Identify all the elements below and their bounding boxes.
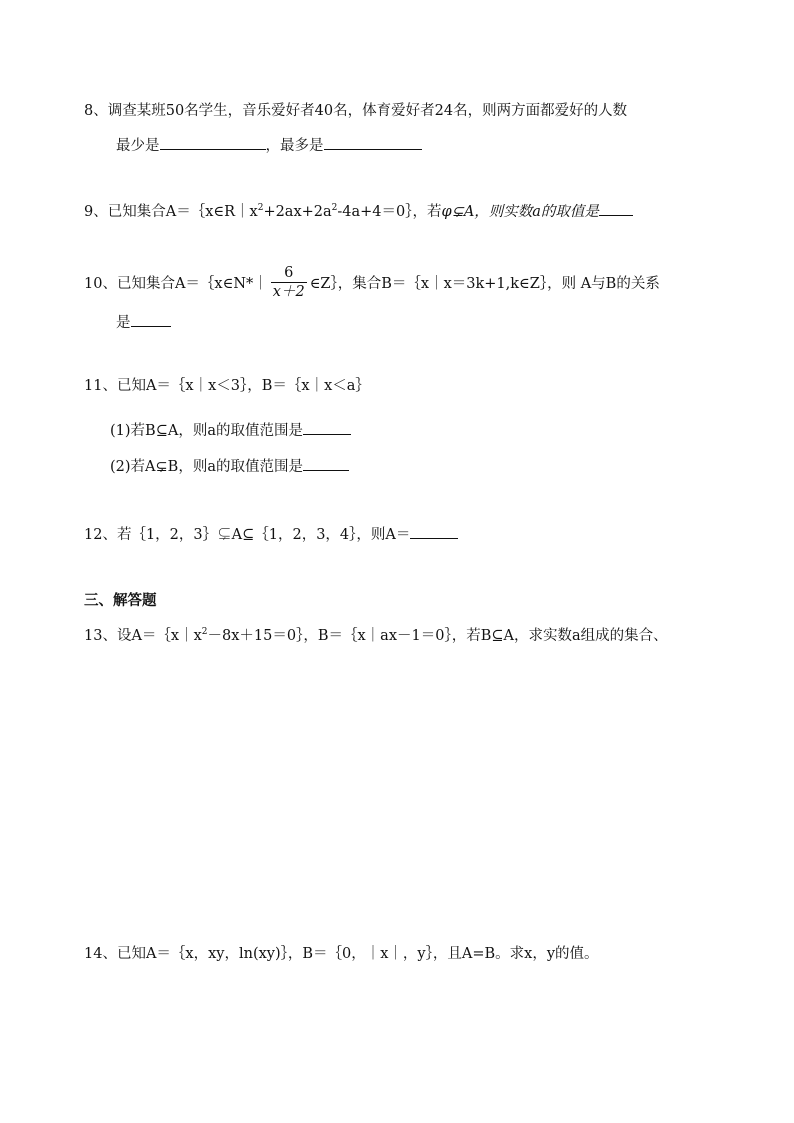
question-10-fraction xyxy=(271,264,307,301)
question-9-text-d: φ⊊A，则实数a的取值是 xyxy=(441,204,599,220)
question-8-line-1 xyxy=(84,101,627,121)
question-12-blank[interactable] xyxy=(410,523,458,539)
question-8-max-label: ，最多是 xyxy=(265,138,324,154)
question-11-part-2-blank[interactable] xyxy=(303,455,349,471)
question-14 xyxy=(84,944,599,964)
question-9-exponent-2: 2 xyxy=(331,203,338,213)
question-9 xyxy=(84,200,633,222)
question-11-part-1-blank[interactable] xyxy=(303,419,351,435)
section-3-heading xyxy=(84,591,157,611)
fraction-numerator: 6 xyxy=(284,264,294,281)
question-11-part-2-text: (2)若A⊊B，则a的取值范围是 xyxy=(110,459,303,475)
question-14-text: 14、已知A＝｛x，xy，ln(xy)｝，B＝｛0，｜x｜，y｝，且A=B。求x，y的值。 xyxy=(84,946,599,962)
question-10-line-1 xyxy=(84,264,660,304)
question-12 xyxy=(84,523,458,545)
question-11-part-2 xyxy=(110,455,349,477)
question-11-part-1-text: (1)若B⊆A，则a的取值范围是 xyxy=(110,423,303,439)
question-9-exponent-1: 2 xyxy=(257,203,264,213)
question-8-max-blank[interactable] xyxy=(324,134,422,150)
question-9-text-b: +2ax+2a xyxy=(263,204,332,220)
question-13-text-a: 13、设A＝｛x｜x xyxy=(84,628,202,644)
question-12-text: 12、若｛1，2，3｝⊊A⊆｛1，2，3，4｝，则A＝ xyxy=(84,527,411,543)
question-10-line-2-text: 是 xyxy=(116,315,131,331)
question-10-text-b: ∈Z｝，集合B＝｛x｜x＝3k+1,k∈Z｝，则 A与B的关系 xyxy=(309,276,660,292)
question-11-stem-text: 11、已知A＝｛x｜x＜3｝，B＝｛x｜x＜a｝ xyxy=(84,378,370,394)
question-13-exponent: 2 xyxy=(201,627,208,637)
question-9-text-c: -4a+4＝0｝，若 xyxy=(337,204,442,220)
question-10-blank[interactable] xyxy=(131,311,171,327)
fraction-denominator: x＋2 xyxy=(272,283,305,300)
question-11-stem xyxy=(84,376,370,396)
question-9-text-a: 9、已知集合A＝｛x∈R｜x xyxy=(84,204,258,220)
section-3-heading-text: 三、解答题 xyxy=(84,592,157,609)
question-11-part-1 xyxy=(110,419,351,441)
question-13-text-b: －8x＋15＝0｝，B＝｛x｜ax－1＝0｝，若B⊆A，求实数a组成的集合、 xyxy=(207,628,668,644)
question-8-min-blank[interactable] xyxy=(160,134,266,150)
question-8-line-2 xyxy=(116,134,422,156)
question-8-min-label: 最少是 xyxy=(116,138,160,154)
question-10-text-a: 10、已知集合A＝｛x∈N*｜ xyxy=(84,276,268,292)
question-8-text: 8、调查某班50名学生，音乐爱好者40名，体育爱好者24名，则两方面都爱好的人数 xyxy=(84,103,628,119)
question-13 xyxy=(84,626,668,646)
question-9-blank[interactable] xyxy=(599,200,633,216)
question-10-line-2 xyxy=(116,311,171,333)
